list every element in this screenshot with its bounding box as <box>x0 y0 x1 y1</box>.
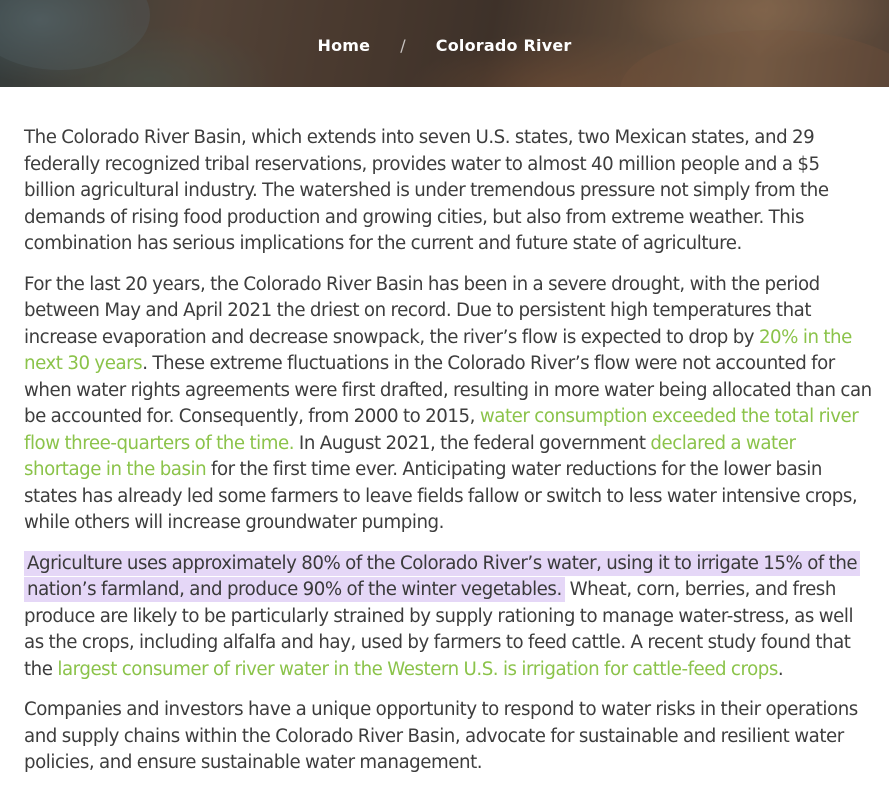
breadcrumb-home-link[interactable]: Home <box>317 36 371 55</box>
paragraph-agriculture-text-1: Wheat, corn, berries, and fresh produce are likely to be particularly strained by supply rationing to manage water-stress, as well as the crops, including alfalfa and hay, used by farmers to feed cattle. A recent study found that the <box>24 579 854 680</box>
breadcrumb-current: Colorado River <box>435 36 572 55</box>
paragraph-drought-text-2: . These extreme fluctuations in the Colorado River’s flow were not accounted for when water rights agreements were first drafted, resulting in more water being allocated than can be accounted for. Consequently, from 2000 to 2015, <box>24 353 872 427</box>
link-water-shortage[interactable]: declared a water shortage in the basin <box>24 432 796 480</box>
paragraph-agriculture <box>24 551 875 684</box>
breadcrumb-separator: / <box>400 36 406 55</box>
hero-banner <box>0 0 889 87</box>
paragraph-drought-text-3: In August 2021, the federal government <box>294 432 651 454</box>
paragraph-drought-text-1: For the last 20 years, the Colorado River Basin has been in a severe drought, with the period between May and April 2021 the driest on record. Due to persistent high temperatures that increase evaporation and decrease snowpack, the river’s flow is expected to drop by <box>24 273 820 348</box>
paragraph-intro <box>24 125 875 258</box>
highlighted-text: Agriculture uses approximately 80% of the Colorado River’s water, using it to irrigate 15% of the nation’s farmland, and produce 90% of the winter vegetables. <box>24 551 860 603</box>
paragraph-intro-text: The Colorado River Basin, which extends into seven U.S. states, two Mexican states, and 29 federally recognized tribal reservations, provides water to almost 40 million people and a $5 billion agricultural industry. The watershed is under tremendous pressure not simply from the demands of rising food production and growing cities, but also from extreme weather. This combination has serious implications for the current and future state of agriculture. <box>24 127 829 254</box>
paragraph-opportunity <box>24 697 875 777</box>
breadcrumb <box>0 36 889 55</box>
link-water-consumption[interactable]: water consumption exceeded the total river flow three-quarters of the time. <box>24 406 859 454</box>
hero-background-image <box>0 0 150 70</box>
link-cattle-feed[interactable]: largest consumer of river water in the Western U.S. is irrigation for cattle-feed crops <box>57 658 778 680</box>
article-body <box>0 87 889 777</box>
paragraph-opportunity-text: Companies and investors have a unique opportunity to respond to water risks in their operations and supply chains within the Colorado River Basin, advocate for sustainable and resilient water policies, and ensure sustainable water management. <box>24 699 858 773</box>
link-flow-drop[interactable]: 20% in the next 30 years <box>24 326 852 374</box>
paragraph-drought-text-4: for the first time ever. Anticipating water reductions for the lower basin states has already led some farmers to leave fields fallow or switch to less water intensive crops, while others will increase groundwater pumping. <box>24 459 858 533</box>
paragraph-agriculture-text-2: . <box>777 658 784 680</box>
paragraph-drought <box>24 272 875 537</box>
